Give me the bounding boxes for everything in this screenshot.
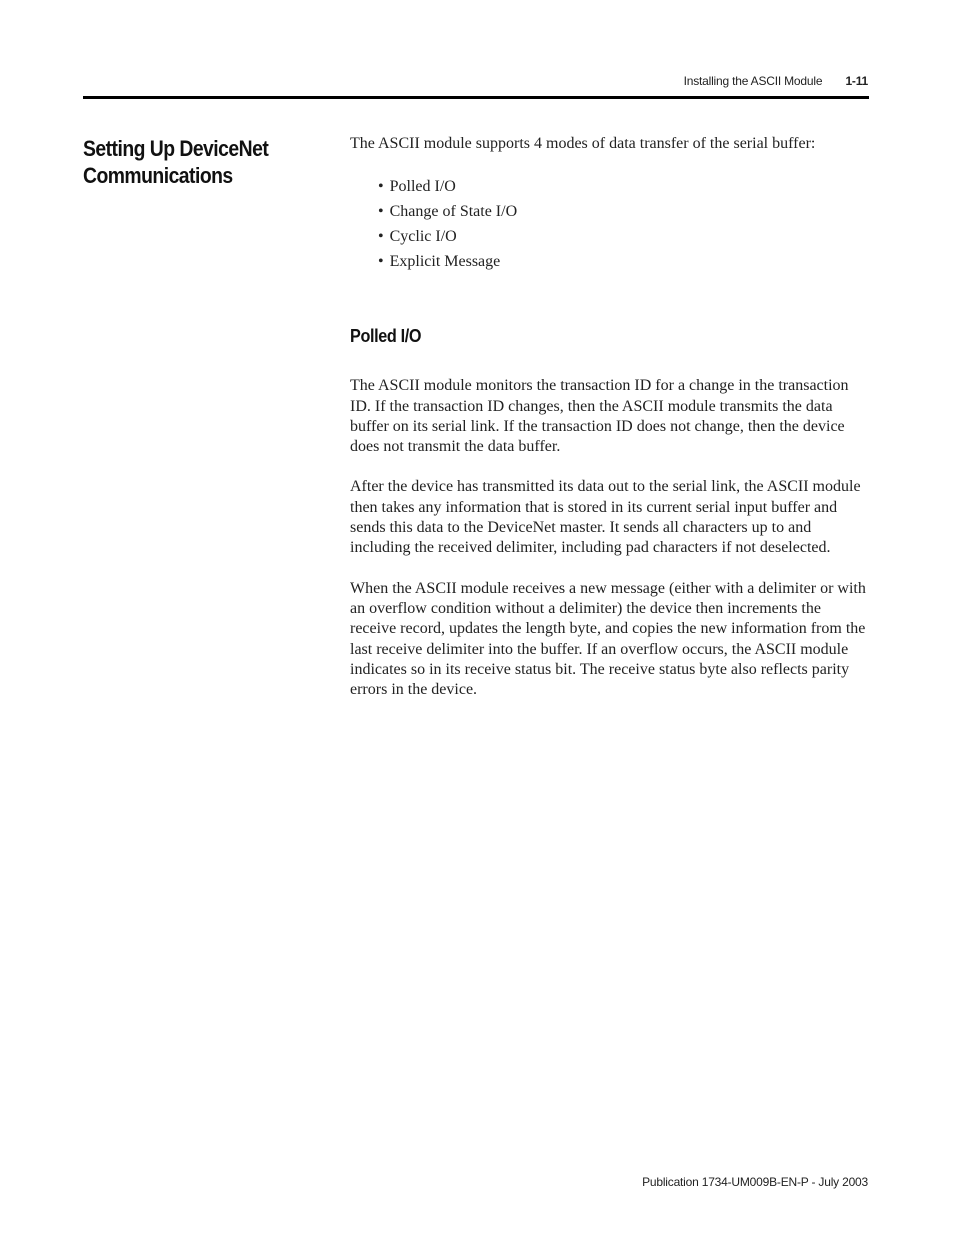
list-item: • Change of State I/O (378, 203, 518, 221)
bullet-icon: • (378, 253, 384, 271)
section-title: Setting Up DeviceNet Communications (83, 136, 269, 188)
bullet-icon: • (378, 178, 384, 196)
bullet-icon: • (378, 228, 384, 246)
body-paragraph: The ASCII module monitors the transaction ID for a change in the transaction ID. If the transaction ID changes, then the ASCII module transmits the data buffer on its serial link. If the transaction ID does not change, then the device does not transmit the data buffer. (350, 377, 849, 456)
list-item: • Polled I/O (378, 178, 456, 196)
main-content (350, 134, 870, 700)
subsection-title: Polled I/O (350, 326, 422, 347)
intro-paragraph: The ASCII module supports 4 modes of data transfer of the serial buffer: (350, 135, 816, 152)
list-item: • Cyclic I/O (378, 228, 457, 246)
transfer-modes-list (378, 174, 870, 274)
running-header (684, 74, 868, 88)
body-paragraph: After the device has transmitted its data out to the serial link, the ASCII module then takes any information that is stored in its current serial input buffer and sends this data to the DeviceNet master. It sends all characters up to and including the received delimiter, including pad characters if not deselected. (350, 478, 861, 557)
header-rule (83, 96, 869, 99)
publication-footer: Publication 1734-UM009B-EN-P - July 2003 (642, 1175, 868, 1189)
list-item: • Explicit Message (378, 253, 501, 271)
page-number: 1-11 (845, 74, 868, 88)
body-paragraph: When the ASCII module receives a new message (either with a delimiter or with an overflow condition without a delimiter) the device then increments the receive record, updates the length byte, and copies the new information from the last receive delimiter into the buffer. If an overflow occurs, the ASCII module indicates so in its receive status bit. The receive status byte also reflects parity errors in the device. (350, 579, 866, 699)
chapter-title: Installing the ASCII Module (683, 74, 823, 88)
bullet-icon: • (378, 203, 384, 221)
